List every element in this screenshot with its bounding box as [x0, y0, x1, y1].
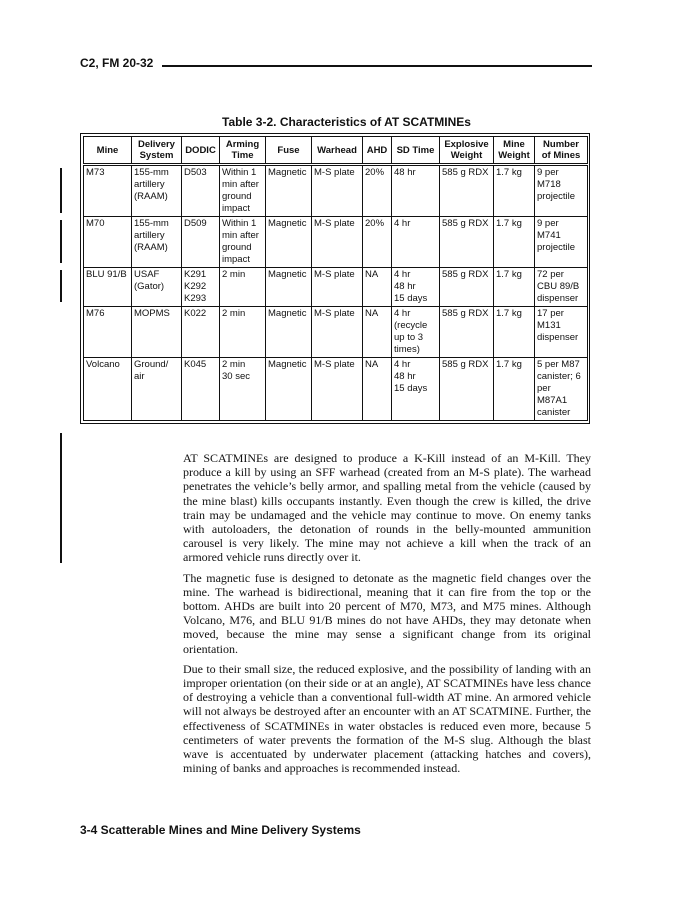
- cell-text-line: 4 hr: [394, 359, 411, 370]
- paragraph-effectiveness: Due to their small size, the reduced explosive, and the possibility of landing with an improper orientation (on their side or at an angle), AT SCATMINEs have less chance of destroying a vehicle than a conventional full-width AT mine. An armored vehicle will not always be destroyed after an encounter with an AT SCATMINE. Further, the effectiveness of SCATMINEs in water obstacles is reduced even more, because 5 centimeters of water prevents the formation of the M-S slug. Although the blast wave is accentuated by underwater placement (attacking hatches and covers), mining of banks and approaches is recommended instead.: [183, 661, 591, 776]
- paragraph-kill-mechanism: AT SCATMINEs are designed to produce a K-Kill instead of an M-Kill. They produce a kill by using an SFF warhead (created from an M-S plate). The warhead penetrates the vehicle’s belly armor, and spalling metal from the vehicle (caused by the mine blast) kills occupants instantly. Even though the crew is killed, the drive train may be undamaged and the vehicle may continue to move. On enemy tanks with autoloaders, the detonation of rounds in the belly-mounted ammunition carousel is very likely. The mine may not achieve a kill when the track of an armored vehicle runs directly over it.: [183, 451, 591, 565]
- table-cell: [535, 268, 588, 307]
- table-cell: [392, 358, 440, 421]
- column-header: [392, 137, 440, 165]
- table-row: [84, 165, 588, 217]
- table-row: [84, 307, 588, 358]
- cell-text-line: 20%: [365, 218, 385, 229]
- cell-text-line: 9 per: [537, 167, 559, 178]
- table-cell: [84, 217, 132, 268]
- cell-text-line: 15 days: [394, 293, 428, 304]
- cell-text-line: min after: [222, 179, 259, 190]
- cell-text-line: M-S plate: [314, 167, 355, 178]
- cell-text-line: NA: [365, 269, 379, 280]
- table-cell: [312, 358, 363, 421]
- cell-text-line: projectile: [537, 191, 576, 202]
- table-cell: [220, 358, 266, 421]
- table-cell: [440, 165, 494, 217]
- cell-text-line: D509: [184, 218, 207, 229]
- page-footer: 3-4 Scatterable Mines and Mine Delivery Systems: [80, 823, 361, 837]
- cell-text-line: DODIC: [185, 144, 216, 156]
- cell-text-line: MOPMS: [134, 308, 170, 319]
- cell-text-line: 4 hr: [394, 269, 411, 280]
- column-header: [535, 137, 588, 165]
- table-cell: [363, 217, 392, 268]
- cell-text-line: Weight: [450, 150, 483, 161]
- cell-text-line: (RAAM): [134, 242, 168, 253]
- cell-text-line: up to 3: [394, 332, 424, 343]
- table-cell: [132, 307, 182, 358]
- column-header: [312, 137, 363, 165]
- change-bar: [60, 220, 62, 263]
- cell-text-line: times): [394, 344, 420, 355]
- cell-text-line: M-S plate: [314, 359, 355, 370]
- table-cell: [220, 307, 266, 358]
- cell-text-line: 2 min: [222, 359, 246, 370]
- cell-text-line: 585 g RDX: [442, 167, 489, 178]
- cell-text-line: D503: [184, 167, 207, 178]
- cell-text-line: artillery: [134, 230, 165, 241]
- table-cell: [84, 307, 132, 358]
- table-cell: [392, 307, 440, 358]
- cell-text-line: 4 hr: [394, 218, 411, 229]
- column-header: [132, 137, 182, 165]
- cell-text-line: Arming: [225, 139, 260, 150]
- table-cell: [266, 268, 312, 307]
- table-cell: [266, 217, 312, 268]
- table-row: [84, 217, 588, 268]
- table-cell: [535, 307, 588, 358]
- table-cell: [363, 268, 392, 307]
- cell-text-line: Within 1: [222, 218, 257, 229]
- table-cell: [494, 307, 535, 358]
- body-text: [183, 451, 591, 781]
- cell-text-line: Warhead: [317, 144, 357, 156]
- cell-text-line: 1.7 kg: [496, 269, 522, 280]
- cell-text-line: BLU 91/B: [86, 269, 127, 280]
- cell-text-line: 1.7 kg: [496, 359, 522, 370]
- table-cell: [84, 268, 132, 307]
- cell-text-line: Magnetic: [268, 359, 307, 370]
- table-cell: [312, 165, 363, 217]
- cell-text-line: M73: [86, 167, 105, 178]
- cell-text-line: 585 g RDX: [442, 308, 489, 319]
- cell-text-line: NA: [365, 308, 379, 319]
- cell-text-line: 585 g RDX: [442, 269, 489, 280]
- cell-text-line: air: [134, 371, 145, 382]
- cell-text-line: (Gator): [134, 281, 165, 292]
- table-cell: [363, 307, 392, 358]
- table-cell: [440, 307, 494, 358]
- table-row: [84, 358, 588, 421]
- cell-text-line: K291: [184, 269, 207, 280]
- cell-text-line: dispenser: [537, 293, 579, 304]
- cell-text-line: K045: [184, 359, 207, 370]
- table-cell: [535, 217, 588, 268]
- table-cell: [535, 165, 588, 217]
- cell-text-line: Magnetic: [268, 269, 307, 280]
- cell-text-line: M-S plate: [314, 308, 355, 319]
- cell-text-line: Delivery: [138, 139, 175, 150]
- header-rule: [162, 65, 592, 67]
- column-header: [440, 137, 494, 165]
- cell-text-line: M87A1: [537, 395, 568, 406]
- column-header: [220, 137, 266, 165]
- cell-text-line: impact: [222, 254, 250, 265]
- cell-text-line: 30 sec: [222, 371, 250, 382]
- cell-text-line: 48 hr: [394, 167, 416, 178]
- cell-text-line: 4 hr: [394, 308, 411, 319]
- cell-text-line: M741: [537, 230, 561, 241]
- table-cell: [84, 358, 132, 421]
- cell-text-line: (RAAM): [134, 191, 168, 202]
- cell-text-line: 48 hr: [394, 281, 416, 292]
- cell-text-line: 72 per: [537, 269, 564, 280]
- table-cell: [182, 165, 220, 217]
- cell-text-line: 155-mm: [134, 218, 169, 229]
- cell-text-line: dispenser: [537, 332, 579, 343]
- cell-text-line: 20%: [365, 167, 385, 178]
- table-cell: [132, 268, 182, 307]
- cell-text-line: 585 g RDX: [442, 218, 489, 229]
- cell-text-line: 15 days: [394, 383, 428, 394]
- paragraph-magnetic-fuse: The magnetic fuse is designed to detonate as the magnetic field changes over the mine. The warhead is bidirectional, meaning that it can fire from the top or the bottom. AHDs are built into 20 percent of M70, M73, and M75 mines. Although Volcano, M76, and BLU 91/B mines do not have AHDs, they may detonate when moved, because the mine may sense a significant change from its original orientation.: [183, 570, 591, 656]
- column-header: [494, 137, 535, 165]
- cell-text-line: K293: [184, 293, 207, 304]
- cell-text-line: M76: [86, 308, 105, 319]
- header-manual-id: C2, FM 20-32: [80, 56, 154, 70]
- table-cell: [363, 165, 392, 217]
- cell-text-line: canister; 6: [537, 371, 581, 382]
- cell-text-line: K022: [184, 308, 207, 319]
- column-header: [84, 137, 132, 165]
- cell-text-line: Magnetic: [268, 308, 307, 319]
- column-header: [182, 137, 220, 165]
- cell-text-line: Time: [231, 150, 254, 161]
- cell-text-line: M131: [537, 320, 561, 331]
- table-cell: [182, 268, 220, 307]
- table-cell: [363, 358, 392, 421]
- cell-text-line: Fuse: [277, 144, 300, 156]
- cell-text-line: 155-mm: [134, 167, 169, 178]
- cell-text-line: (recycle: [394, 320, 428, 331]
- table-cell: [440, 358, 494, 421]
- table-cell: [84, 165, 132, 217]
- cell-text-line: CBU 89/B: [537, 281, 580, 292]
- cell-text-line: per: [537, 383, 551, 394]
- table-cell: [392, 165, 440, 217]
- table-cell: [220, 217, 266, 268]
- cell-text-line: M-S plate: [314, 269, 355, 280]
- table-row: [84, 268, 588, 307]
- cell-text-line: Mine: [96, 144, 119, 156]
- table-cell: [494, 268, 535, 307]
- cell-text-line: K292: [184, 281, 207, 292]
- cell-text-line: M-S plate: [314, 218, 355, 229]
- change-bar: [60, 270, 62, 302]
- cell-text-line: Ground/: [134, 359, 169, 370]
- cell-text-line: 1.7 kg: [496, 218, 522, 229]
- table-cell: [182, 358, 220, 421]
- cell-text-line: Volcano: [86, 359, 120, 370]
- cell-text-line: 5 per M87: [537, 359, 580, 370]
- table-cell: [182, 217, 220, 268]
- table-cell: [392, 217, 440, 268]
- scatmine-characteristics-table: [83, 136, 588, 421]
- table-cell: [266, 358, 312, 421]
- cell-text-line: projectile: [537, 242, 576, 253]
- cell-text-line: of Mines: [541, 150, 581, 161]
- table-cell: [132, 217, 182, 268]
- table-cell: [312, 217, 363, 268]
- cell-text-line: canister: [537, 407, 571, 418]
- table-cell: [494, 358, 535, 421]
- table-cell: [535, 358, 588, 421]
- cell-text-line: ground: [222, 242, 252, 253]
- cell-text-line: Mine: [503, 139, 525, 150]
- cell-text-line: 585 g RDX: [442, 359, 489, 370]
- cell-text-line: SD Time: [396, 144, 435, 156]
- cell-text-line: Weight: [498, 150, 530, 161]
- cell-text-line: artillery: [134, 179, 165, 190]
- cell-text-line: Number: [543, 139, 579, 150]
- cell-text-line: M70: [86, 218, 105, 229]
- table-cell: [220, 268, 266, 307]
- change-bar: [60, 433, 62, 563]
- table-cell: [392, 268, 440, 307]
- table-cell: [182, 307, 220, 358]
- table-cell: [220, 165, 266, 217]
- table-cell: [494, 165, 535, 217]
- cell-text-line: AHD: [366, 144, 388, 156]
- table-cell: [266, 165, 312, 217]
- table-frame: [80, 133, 590, 424]
- page-header: [80, 56, 592, 76]
- table-title: Table 3-2. Characteristics of AT SCATMINEs: [222, 115, 471, 129]
- cell-text-line: ground: [222, 191, 252, 202]
- table-body: [84, 165, 588, 421]
- cell-text-line: Explosive: [444, 139, 489, 150]
- table-cell: [266, 307, 312, 358]
- cell-text-line: 48 hr: [394, 371, 416, 382]
- cell-text-line: 17 per: [537, 308, 564, 319]
- cell-text-line: 1.7 kg: [496, 167, 522, 178]
- table-header-row: [84, 137, 588, 165]
- table-cell: [132, 358, 182, 421]
- cell-text-line: Magnetic: [268, 218, 307, 229]
- table-cell: [494, 217, 535, 268]
- cell-text-line: Within 1: [222, 167, 257, 178]
- cell-text-line: 2 min: [222, 269, 246, 280]
- table-cell: [312, 307, 363, 358]
- cell-text-line: min after: [222, 230, 259, 241]
- cell-text-line: impact: [222, 203, 250, 214]
- cell-text-line: USAF: [134, 269, 160, 280]
- cell-text-line: 1.7 kg: [496, 308, 522, 319]
- cell-text-line: Magnetic: [268, 167, 307, 178]
- change-bar: [60, 168, 62, 213]
- cell-text-line: 2 min: [222, 308, 246, 319]
- table-cell: [312, 268, 363, 307]
- column-header: [266, 137, 312, 165]
- table-cell: [440, 268, 494, 307]
- cell-text-line: System: [139, 150, 174, 161]
- table-cell: [440, 217, 494, 268]
- column-header: [363, 137, 392, 165]
- cell-text-line: NA: [365, 359, 379, 370]
- cell-text-line: M718: [537, 179, 561, 190]
- cell-text-line: 9 per: [537, 218, 559, 229]
- table-cell: [132, 165, 182, 217]
